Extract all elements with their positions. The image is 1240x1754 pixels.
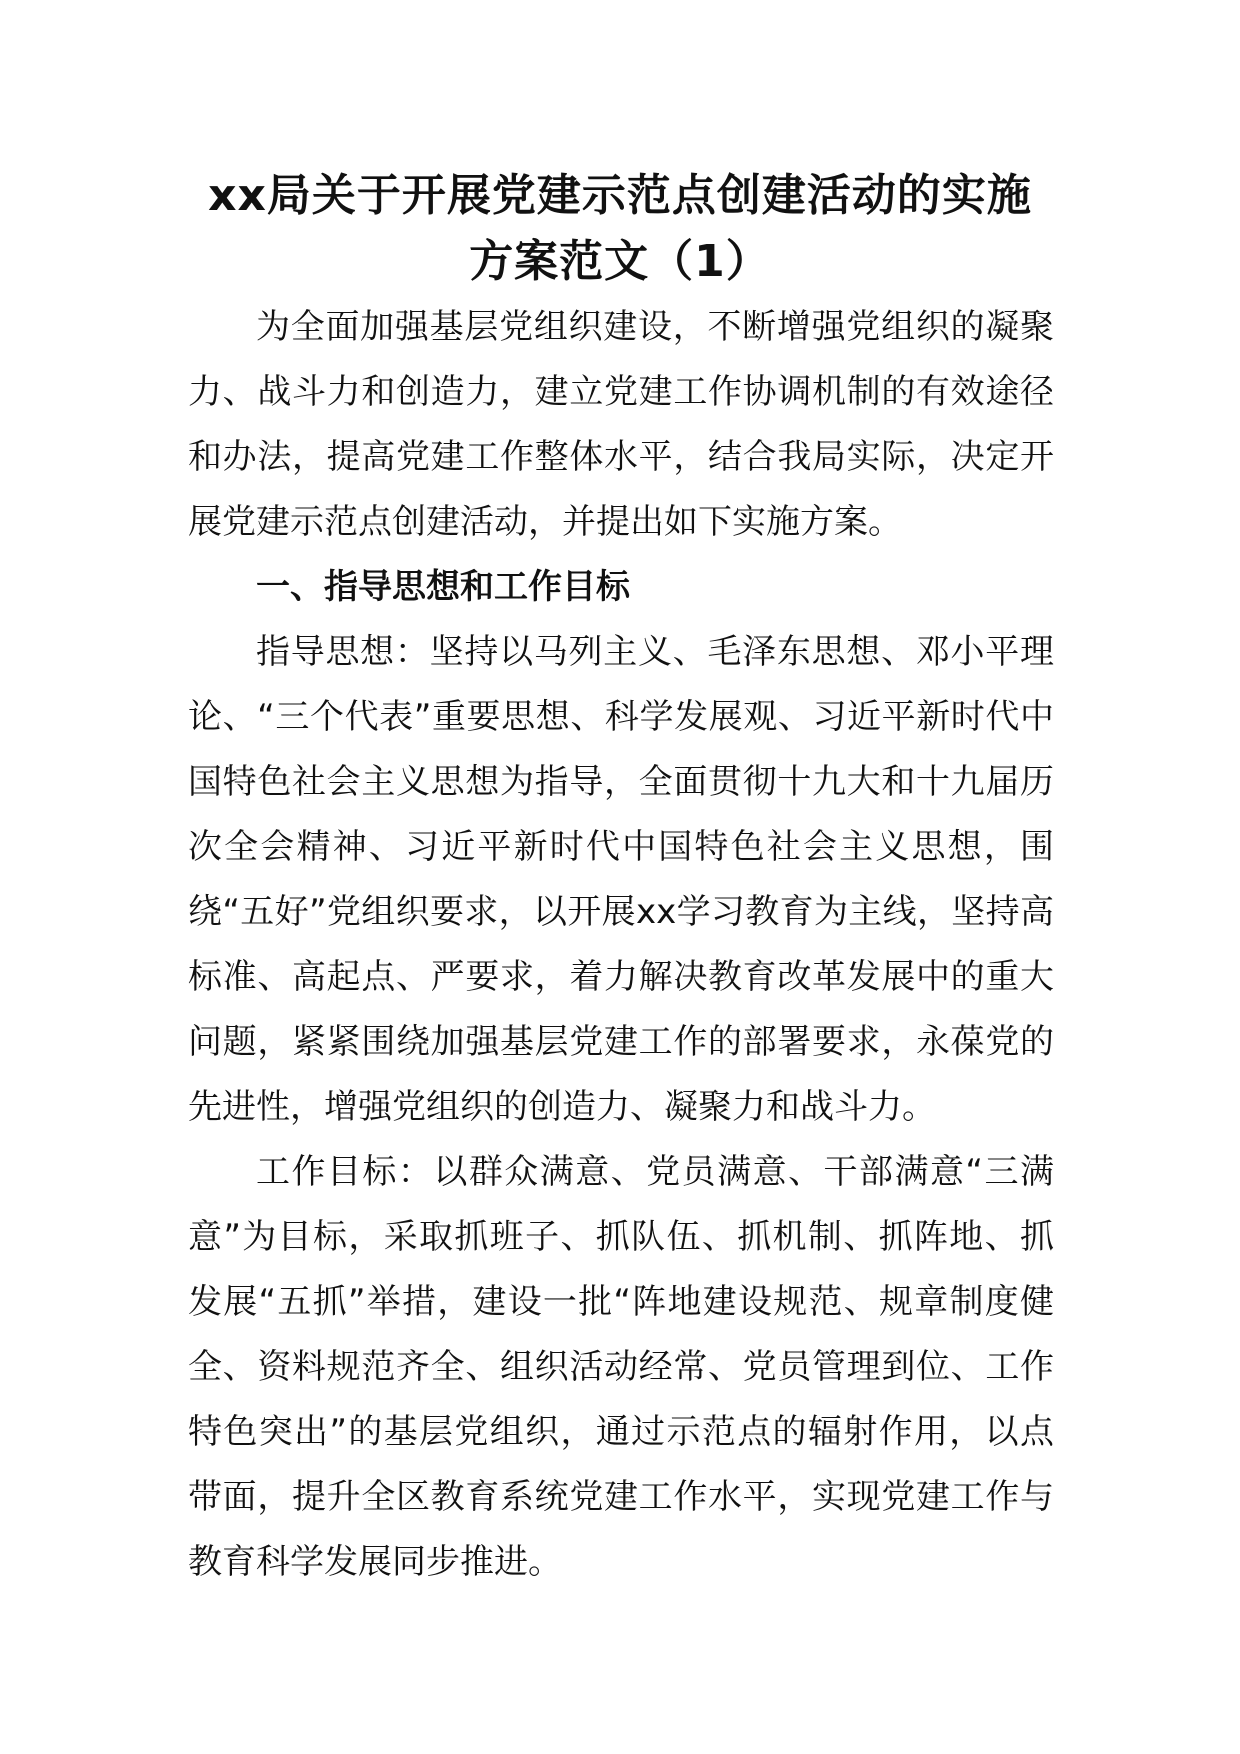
intro-paragraph: 为全面加强基层党组织建设，不断增强党组织的凝聚力、战斗力和创造力，建立党建工作协调机制的有效途径和办法，提高党建工作整体水平，结合我局实际，决定开展党建示范点创建活动，并提出如下实施方案。 (188, 307, 1054, 542)
document-body (188, 295, 1054, 1595)
section-heading: 一、指导思想和工作目标 (256, 567, 630, 607)
guiding-ideology-paragraph: 指导思想：坚持以马列主义、毛泽东思想、邓小平理论、“三个代表”重要思想、科学发展观、习近平新时代中国特色社会主义思想为指导，全面贯彻十九大和十九届历次全会精神、习近平新时代中国特色社会主义思想，围绕“五好”党组织要求，以开展xx学习教育为主线，坚持高标准、高起点、严要求，着力解决教育改革发展中的重大问题，紧紧围绕加强基层党建工作的部署要求，永葆党的先进性，增强党组织的创造力、凝聚力和战斗力。 (188, 632, 1054, 1127)
document-title: xx局关于开展党建示范点创建活动的实施方案范文（1） (208, 170, 1032, 287)
work-goals-paragraph: 工作目标：以群众满意、党员满意、干部满意“三满意”为目标，采取抓班子、抓队伍、抓机制、抓阵地、抓发展“五抓”举措，建设一批“阵地建设规范、规章制度健全、资料规范齐全、组织活动经常、党员管理到位、工作特色突出”的基层党组织，通过示范点的辐射作用，以点带面，提升全区教育系统党建工作水平，实现党建工作与教育科学发展同步推进。 (188, 1152, 1054, 1582)
